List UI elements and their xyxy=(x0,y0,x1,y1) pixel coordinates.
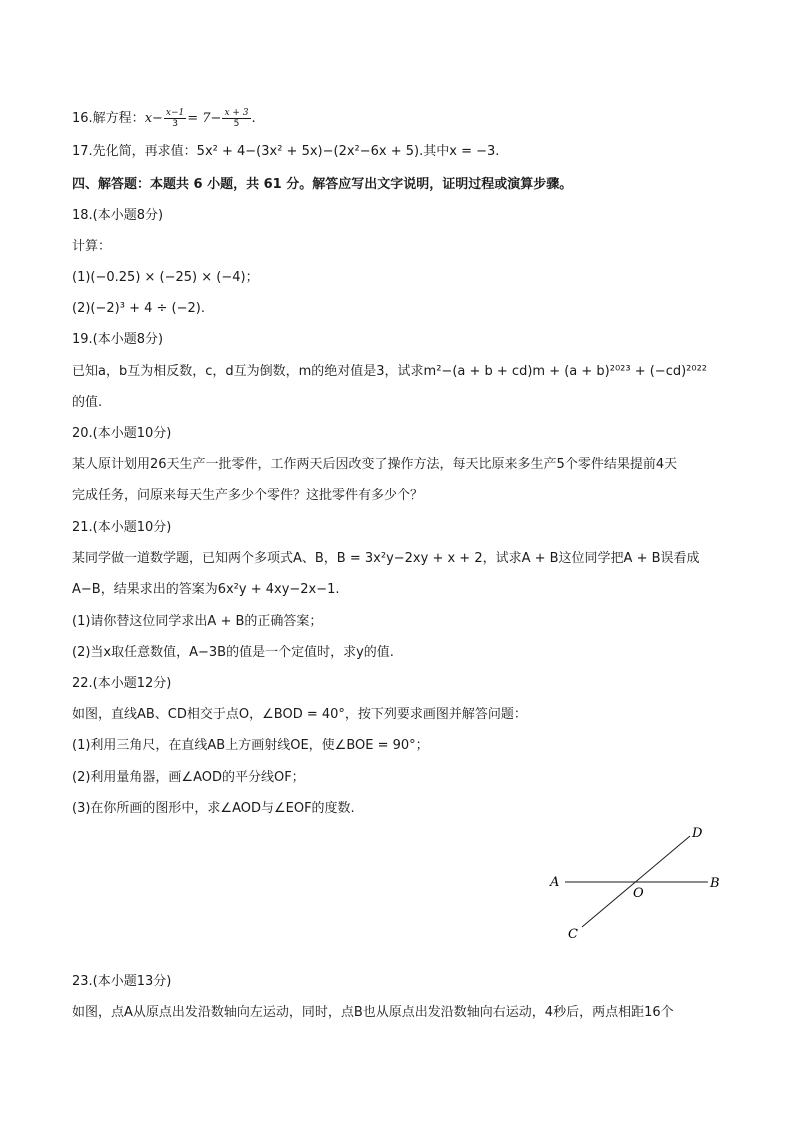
q16-label: 16.解方程： xyxy=(72,111,145,126)
q19-line-2: 的值. xyxy=(72,395,103,410)
q16-frac2-den: 5 xyxy=(233,119,240,129)
q16-fraction-2 xyxy=(222,108,250,129)
label-B: B xyxy=(710,876,720,891)
q21-line-2: A−B，结果求出的答案为6x²y + 4xy−2x−1. xyxy=(72,582,340,597)
q21-part-1: (1)请你替这位同学求出A + B的正确答案； xyxy=(72,614,323,629)
question-16 xyxy=(72,108,256,129)
q19-line-1: 已知a，b互为相反数，c，d互为倒数，m的绝对值是3，试求m²−(a + b + cd)m + (a + b)²⁰²³ + (−cd)²⁰²² xyxy=(72,364,708,379)
label-C: C xyxy=(568,927,578,942)
q16-expr-mid: = 7− xyxy=(187,111,222,126)
q21-line-1: 某同学做一道数学题，已知两个多项式A、B，B = 3x²y−2xy + x + 2，试求A + B这位同学把A + B误看成 xyxy=(72,551,700,566)
q22-part-2: (2)利用量角器，画∠AOD的平分线OF； xyxy=(72,770,305,785)
q23-line-1: 如图，点A从原点出发沿数轴向左运动，同时，点B也从原点出发沿数轴向右运动，4秒后，两点相距16个 xyxy=(72,1005,674,1020)
q21-part-2: (2)当x取任意数值，A−3B的值是一个定值时，求y的值. xyxy=(72,645,394,660)
q20-line-1: 某人原计划用26天生产一批零件，工作两天后因改变了操作方法，每天比原来多生产5个零件结果提前4天 xyxy=(72,457,678,472)
q22-heading: 22.(本小题12分) xyxy=(72,676,172,691)
question-17: 17.先化简，再求值：5x² + 4−(3x² + 5x)−(2x²−6x + 5).其中x = −3. xyxy=(72,144,500,159)
intersecting-lines-figure xyxy=(540,820,740,950)
q18-heading: 18.(本小题8分) xyxy=(72,208,164,223)
q16-fraction-1 xyxy=(164,108,186,129)
q19-heading: 19.(本小题8分) xyxy=(72,332,164,347)
q18-part-1: (1)(−0.25) × (−25) × (−4)； xyxy=(72,270,259,285)
q21-heading: 21.(本小题10分) xyxy=(72,520,172,535)
q20-heading: 20.(本小题10分) xyxy=(72,426,172,441)
label-O: O xyxy=(633,886,644,901)
q16-frac1-den: 3 xyxy=(172,119,178,129)
q16-frac1-num: x−1 xyxy=(165,108,185,118)
q22-part-3: (3)在你所画的图形中，求∠AOD与∠EOF的度数. xyxy=(72,801,355,816)
section-4-heading: 四、解答题：本题共 6 小题，共 61 分。解答应写出文字说明，证明过程或演算步骤。 xyxy=(72,177,573,192)
label-A: A xyxy=(550,875,560,890)
q22-part-1: (1)利用三角尺，在直线AB上方画射线OE，使∠BOE = 90°； xyxy=(72,738,429,753)
q22-line-1: 如图，直线AB、CD相交于点O，∠BOD = 40°，按下列要求画图并解答问题： xyxy=(72,707,527,722)
q18-intro: 计算： xyxy=(72,239,112,254)
q16-frac2-num: x + 3 xyxy=(224,108,249,118)
q23-heading: 23.(本小题13分) xyxy=(72,974,172,989)
label-D: D xyxy=(692,826,703,841)
q18-part-2: (2)(−2)³ + 4 ÷ (−2). xyxy=(72,301,205,316)
q16-end: . xyxy=(251,111,256,126)
q16-expr-left: x− xyxy=(144,111,163,126)
q20-line-2: 完成任务，问原来每天生产多少个零件？这批零件有多少个？ xyxy=(72,488,424,503)
